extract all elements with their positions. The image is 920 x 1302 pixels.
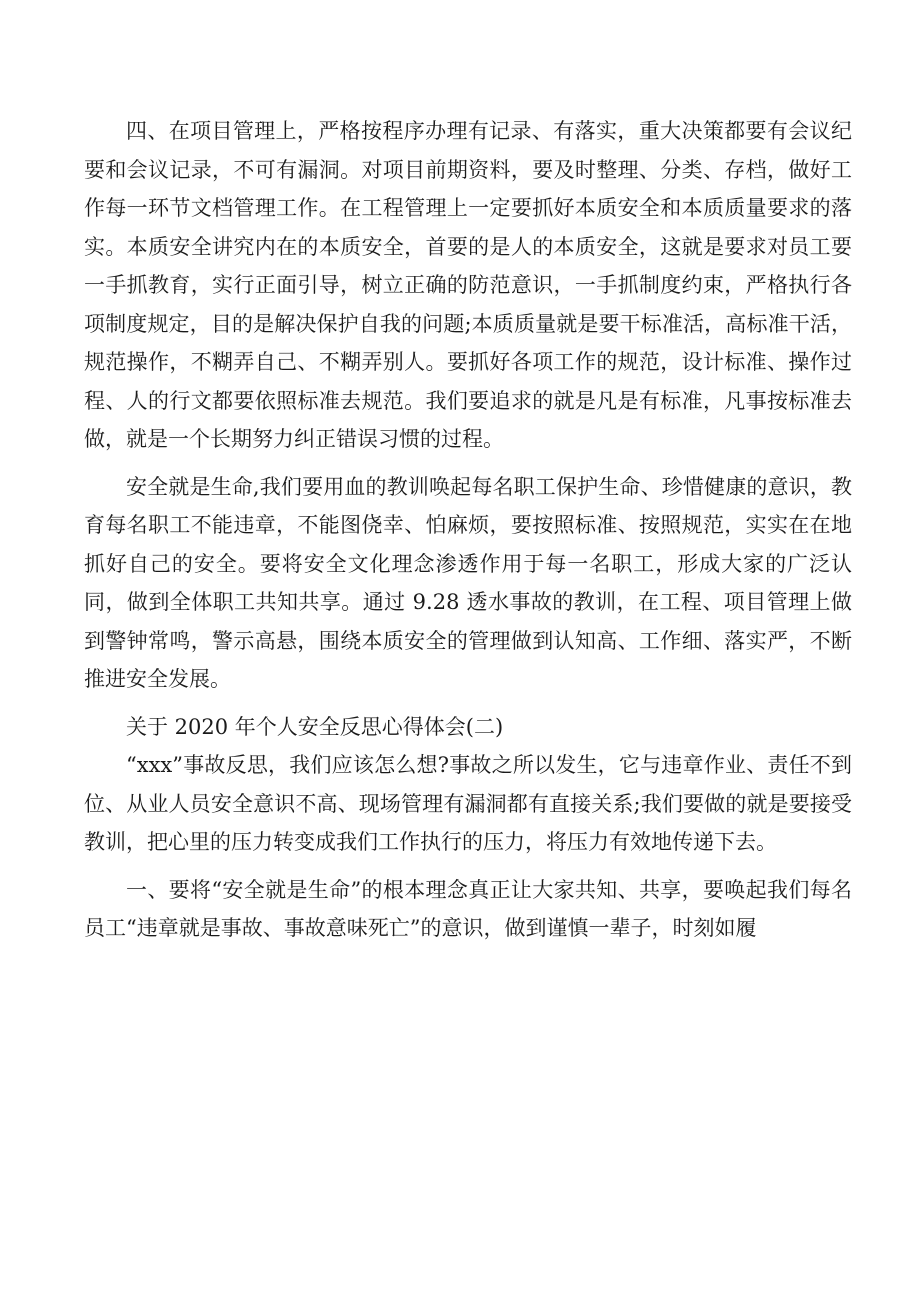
paragraph-safety-is-life: 安全就是生命,我们要用血的教训唤起每名职工保护生命、珍惜健康的意识，教育每名职工不能违章，不能图侥幸、怕麻烦，要按照标准、按照规范，实实在在地抓好自己的安全。要将安全文化理念渗透作用于每一名职工，形成大家的广泛认同，做到全体职工共知共享。通过 9.28 透水事故的教训，在工程、项目管理上做到警钟常鸣，警示高悬，围绕本质安全的管理做到认知高、工作细、落实严，不断推进安全发展。 (84, 474, 852, 691)
paragraph-accident-reflection: “xxx”事故反思，我们应该怎么想?事故之所以发生，它与违章作业、责任不到位、从业人员安全意识不高、现场管理有漏洞都有直接关系;我们要做的就是要接受教训，把心里的压力转变成我们工作执行的压力，将压力有效地传递下去。 (84, 753, 852, 854)
paragraph-core-concept: 一、要将“安全就是生命”的根本理念真正让大家共知、共享，要唤起我们每名员工“违章就是事故、事故意味死亡”的意识，做到谨慎一辈子，时刻如履 (84, 877, 852, 940)
document-page (84, 112, 852, 948)
section-title: 关于 2020 年个人安全反思心得体会(二) (126, 714, 504, 739)
paragraph-project-management: 四、在项目管理上，严格按程序办理有记录、有落实，重大决策都要有会议纪要和会议记录，不可有漏洞。对项目前期资料，要及时整理、分类、存档，做好工作每一环节文档管理工作。在工程管理上一定要抓好本质安全和本质质量要求的落实。本质安全讲究内在的本质安全，首要的是人的本质安全，这就是要求对员工要一手抓教育，实行正面引导，树立正确的防范意识，一手抓制度约束，严格执行各项制度规定，目的是解决保护自我的问题;本质质量就是要干标准活，高标准干活，规范操作，不糊弄自己、不糊弄别人。要抓好各项工作的规范，设计标准、操作过程、人的行文都要依照标准去规范。我们要追求的就是凡是有标准，凡事按标准去做，就是一个长期努力纠正错误习惯的过程。 (84, 119, 852, 451)
